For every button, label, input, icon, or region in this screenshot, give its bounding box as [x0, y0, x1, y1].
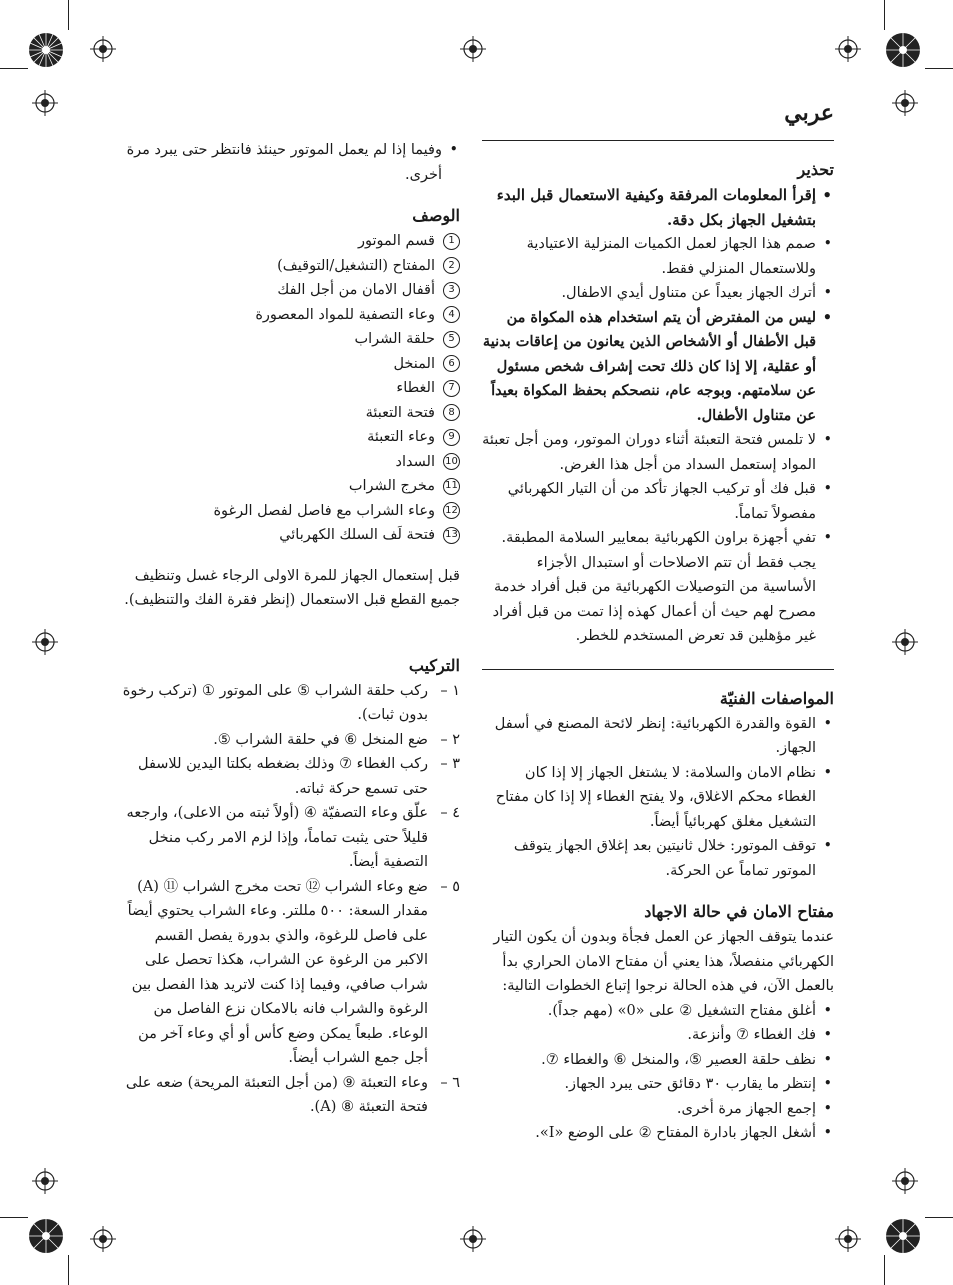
part-item	[120, 474, 460, 499]
overload-intro: عندما يتوقف الجهاز عن العمل فجأة وبدون أن يكون التيار الكهربائي منفصلاً، هذا يعني أن مفتاح الامان الحراري بدأ بالعمل الآن، في هذه الحالة نرجوا إتباع الخطوات التالية:	[493, 929, 834, 994]
list-item: • القوة والقدرة الكهربائية: إنظر لائحة المصنع في أسفل الجهاز.	[482, 712, 834, 761]
list-item: • تفي أجهزة براون الكهربائية بمعايير السلامة المطبقة. يجب فقط أن تتم الاصلاحات أو استبدال الأجزاء الأساسية من التوصيلات الكهربائية من قبل أفراد خدمة مصرح لهم حيث أن أعمال كهذه إذا تمت من قبل أفراد غير مؤهلين قد تعرض المستخدم للخطر.	[482, 526, 834, 649]
list-item: • ليس من المفترض أن يتم استخدام هذه المكواة من قبل الأطفال أو الأشخاص الذين يعانون من إعاقات بدنية أو عقلية، إلا إذا كان ذلك تحت إشراف شخص مسئول عن سلامتهم. وبوجه عام، ننصحكم بحفظ المكواة بعيداً عن متناول الأطفال.	[482, 306, 834, 429]
crosshair-target-icon	[460, 36, 486, 62]
step-text: ضع المنخل ⑥ في حلقة الشراب ⑤.	[213, 731, 428, 748]
list-item: • توقف الموتور: خلال ثانيتين بعد إغلاق الجهاز يتوقف الموتور تماماً عن الحركة.	[482, 834, 834, 883]
continuation-list	[120, 138, 460, 187]
crop-mark	[884, 1255, 885, 1285]
part-item	[120, 254, 460, 279]
list-item: • نظام الامان والسلامة: لا يشتغل الجهاز إلا إذا كان الغطاء محكم الاغلاق، ولا يفتح الغطاء إلا إذا كان مفتاح التشغيل مغلق كهربائياً أيضاً.	[482, 761, 834, 835]
part-number: 2	[443, 257, 460, 274]
part-number: 7	[443, 380, 460, 397]
language-title: عربي	[784, 100, 834, 126]
part-number: 11	[443, 478, 460, 495]
step-text: علّق وعاء التصفيّة ④ (أولاً ثبته من الاعلى)، وارجعه قليلاً حتى يثبت تماماً، وإذا لزم الامر ركب منخل التصفية أيضاً.	[126, 805, 428, 870]
warning-heading: تحذير	[797, 160, 834, 179]
registration-sunburst-icon	[28, 32, 64, 68]
list-item: • لا تلمس فتحة التعبئة أثناء دوران الموتور، ومن أجل تعبئة المواد إستعمل السداد من أجل هذا الغرض.	[482, 428, 834, 477]
assembly-step	[120, 752, 460, 801]
part-label: السداد	[395, 453, 435, 470]
part-item	[120, 303, 460, 328]
part-number: 8	[443, 404, 460, 421]
part-label: فتحة التعبئة	[365, 404, 435, 421]
crop-mark	[68, 0, 69, 30]
crop-mark	[925, 1217, 953, 1218]
list-item: • نظف حلقة العصير ⑤، والمنخل ⑥ والغطاء ⑦.	[482, 1048, 834, 1073]
list-item: • أغلق مفتاح التشغيل ② على «0» (مهم جداً).	[482, 999, 834, 1024]
warning-list	[482, 232, 834, 649]
part-item	[120, 401, 460, 426]
list-item: • قبل فك أو تركيب الجهاز تأكد من أن التيار الكهربائي مفصولاً تماماً.	[482, 477, 834, 526]
overload-list	[482, 999, 834, 1146]
assembly-step	[120, 679, 460, 728]
crosshair-target-icon	[90, 36, 116, 62]
list-item: • إنتظر ما يقارب ٣٠ دقائق حتى يبرد الجهاز.	[482, 1072, 834, 1097]
first-use-note: قبل إستعمال الجهاز للمرة الاولى الرجاء غسل وتنظيف جميع القطع قبل الاستعمال (إنظر فقرة الفك والتنظيف).	[124, 567, 460, 608]
part-number: 3	[443, 282, 460, 299]
specs-heading: المواصفات الفنيّة	[719, 688, 834, 708]
part-number: 6	[443, 355, 460, 372]
step-text: وعاء التعبئة ⑨ (من أجل التعبئة المريحة) ضعه على فتحة التعبئة ⑧ (A).	[125, 1074, 428, 1115]
registration-sunburst-icon	[28, 1218, 64, 1254]
part-label: المنخل	[393, 355, 435, 372]
part-item	[120, 278, 460, 303]
registration-sunburst-icon	[885, 32, 921, 68]
step-number: ٣ –	[440, 756, 460, 772]
part-item	[120, 327, 460, 352]
crop-mark	[68, 1255, 69, 1285]
part-item	[120, 499, 460, 524]
left-column	[120, 138, 460, 1120]
warning-bold-list	[482, 183, 834, 232]
crosshair-target-icon	[892, 90, 918, 116]
assembly-step	[120, 801, 460, 875]
part-number: 13	[443, 527, 460, 544]
assembly-step	[120, 728, 460, 753]
divider	[482, 669, 834, 670]
part-item	[120, 229, 460, 254]
crop-mark	[0, 1217, 28, 1218]
part-label: المفتاح (التشغيل/التوقيف)	[277, 257, 435, 274]
part-number: 12	[443, 502, 460, 519]
step-number: ١ –	[440, 682, 460, 699]
list-item: • فك الغطاء ⑦ وأنزعة.	[482, 1023, 834, 1048]
part-label: وعاء الشراب مع فاصل لفصل الرغوة	[213, 502, 435, 519]
part-label: فتحة لَف السلك الكهربائي	[279, 527, 435, 543]
list-item: • أترك الجهاز بعيداً عن متناول أيدي الاطفال.	[482, 281, 834, 306]
crosshair-target-icon	[32, 90, 58, 116]
crosshair-target-icon	[32, 1168, 58, 1194]
crosshair-target-icon	[835, 1226, 861, 1252]
step-number: ٢ –	[440, 731, 460, 748]
part-item	[120, 425, 460, 450]
part-item	[120, 376, 460, 401]
crosshair-target-icon	[460, 1226, 486, 1252]
step-text: ضع وعاء الشراب ⑫ تحت مخرج الشراب ⑪ (A) مقدار السعة: ٥٠٠ مللتر. وعاء الشراب يحتوي أيضاً على فاصل للرغوة، والذي بدورة يفصل القسم الاكبر من الرغوة عن الشراب، هكذا تحصل على شراب صافي، وفيما إذا كنت لاتريد هذا الفصل بين الرغوة والشراب فانه بالامكان نزع الفاصل من الوعاء. طبعاً يمكن وضع كأس أو أي وعاء آخر من أجل جمع الشراب أيضاً.	[127, 878, 428, 1066]
part-label: قسم الموتور	[358, 233, 435, 249]
list-item: • إقرأ المعلومات المرفقة وكيفية الاستعمال قبل البدء بتشغيل الجهاز بكل دقة.	[482, 183, 834, 232]
part-number: 4	[443, 306, 460, 323]
assembly-steps	[120, 679, 460, 1120]
part-label: الغطاء	[396, 380, 435, 396]
step-text: ركب حلقة الشراب ⑤ على الموتور ① (تركب رخوة بدون ثبات).	[122, 682, 428, 723]
crosshair-target-icon	[892, 1168, 918, 1194]
step-number: ٥ –	[440, 878, 460, 895]
step-number: ٤ –	[440, 805, 460, 821]
parts-list	[120, 229, 460, 548]
step-number: ٦ –	[440, 1074, 460, 1091]
divider	[482, 140, 834, 141]
part-item	[120, 450, 460, 475]
crosshair-target-icon	[892, 629, 918, 655]
overload-heading: مفتاح الامان في حالة الاجهاد	[644, 902, 834, 921]
assembly-heading: التركيب	[408, 655, 460, 675]
assembly-step	[120, 1071, 460, 1120]
list-item: • إجمع الجهاز مرة أخرى.	[482, 1097, 834, 1122]
part-item	[120, 523, 460, 548]
crop-mark	[0, 68, 28, 69]
crop-mark	[925, 68, 953, 69]
registration-sunburst-icon	[885, 1218, 921, 1254]
right-column	[482, 98, 834, 1146]
part-label: وعاء التصفية للمواد المعصورة	[255, 306, 435, 323]
part-label: وعاء التعبئة	[367, 429, 435, 445]
crosshair-target-icon	[90, 1226, 116, 1252]
step-text: ركب الغطاء ⑦ وذلك بضغطه بكلتا اليدين للاسفل حتى تسمع حركة ثباته.	[137, 756, 428, 797]
crosshair-target-icon	[835, 36, 861, 62]
list-item: • صمم هذا الجهاز لعمل الكميات المنزلية الاعتيادية وللاستعمال المنزلي فقط.	[482, 232, 834, 281]
part-number: 1	[443, 233, 460, 250]
part-number: 5	[443, 331, 460, 348]
description-heading: الوصف	[412, 206, 460, 225]
crop-mark	[884, 0, 885, 30]
part-number: 10	[443, 453, 460, 470]
assembly-step	[120, 875, 460, 1071]
part-label: أقفال الامان من أجل الفك	[277, 282, 435, 298]
list-item: • وفيما إذا لم يعمل الموتور حينئذ فانتظر حتى يبرد مرة أخرى.	[120, 138, 460, 187]
part-label: حلقة الشراب	[354, 331, 435, 347]
specs-list	[482, 712, 834, 884]
part-item	[120, 352, 460, 377]
part-label: مخرج الشراب	[348, 478, 435, 494]
list-item: • أشغل الجهاز بادارة المفتاح ② على الوضع «I».	[482, 1121, 834, 1146]
part-number: 9	[443, 429, 460, 446]
crosshair-target-icon	[32, 629, 58, 655]
